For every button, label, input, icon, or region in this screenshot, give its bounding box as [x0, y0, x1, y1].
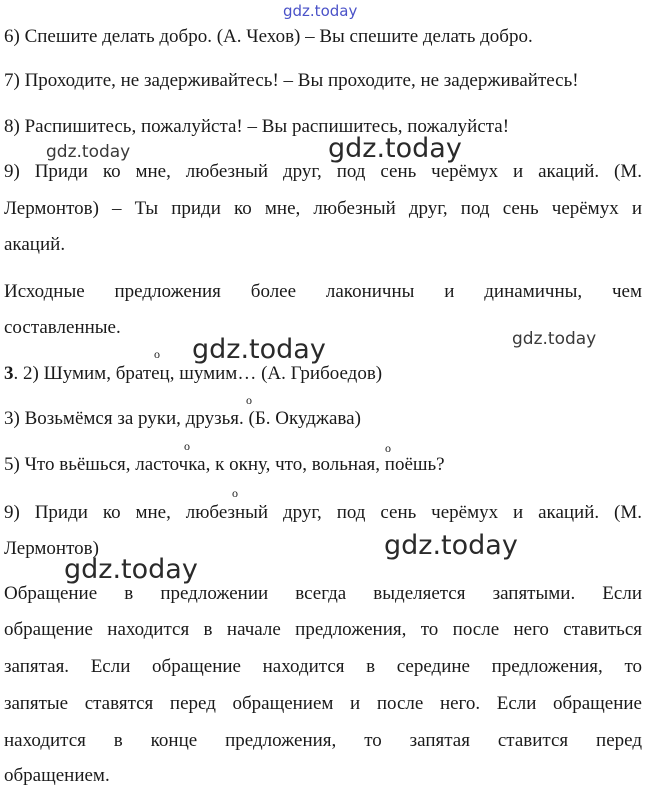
watermark-large-lower-right: gdz.today	[384, 530, 518, 561]
text-line-example-9-part1: 9) Приди ко мне, любезный друг, под сень черёмух и акаций. (М.	[4, 161, 642, 182]
text-line-conclusion-part2: составленные.	[4, 317, 121, 338]
text-line-rule-part6: обращением.	[4, 765, 110, 786]
watermark-top: gdz.today	[283, 2, 358, 20]
accent-mark: o	[385, 441, 391, 455]
text-line-example-8: 8) Распишитесь, пожалуйста! – Вы распишитесь, пожалуйста!	[4, 116, 510, 137]
accent-mark: o	[154, 347, 160, 361]
accent-mark: o	[232, 486, 238, 500]
text-line-example-9-part2: Лермонтов) – Ты приди ко мне, любезный друг, под сень черёмух и	[4, 198, 642, 219]
text-line-rule-part2: обращение находится в начале предложения, то после него ставиться	[4, 619, 642, 640]
text-line-rule-part4: запятые ставятся перед обращением и после него. Если обращение	[4, 693, 642, 714]
accent-mark: o	[246, 393, 252, 407]
task-number: 3	[4, 363, 14, 384]
task3-item2-text: . 2) Шумим, братец, шумим… (А. Грибоедов)	[13, 363, 383, 384]
text-line-example-7: 7) Проходите, не задерживайтесь! – Вы проходите, не задерживайтесь!	[4, 70, 579, 91]
text-line-task3-item2	[4, 362, 642, 386]
watermark-small-left: gdz.today	[46, 142, 131, 162]
accent-mark: o	[184, 439, 190, 453]
text-line-conclusion-part1: Исходные предложения более лаконичны и динамичны, чем	[4, 281, 642, 302]
watermark-large-mid: gdz.today	[192, 334, 326, 365]
text-line-rule-part3: запятая. Если обращение находится в середине предложения, то	[4, 656, 642, 677]
text-line-task3-item9-part1: 9) Приди ко мне, любезный друг, под сень черёмух и акаций. (М.	[4, 502, 642, 523]
text-line-task3-item9-part2: Лермонтов)	[4, 538, 99, 559]
text-line-rule-part5: находится в конце предложения, то запятая ставится перед	[4, 730, 642, 751]
text-line-task3-item3: 3) Возьмёмся за руки, друзья. (Б. Окуджава)	[4, 408, 361, 429]
text-line-example-9-part3: акаций.	[4, 234, 66, 255]
text-line-task3-item5: 5) Что вьёшься, ласточка, к окну, что, вольная, поёшь?	[4, 454, 445, 475]
watermark-large-lower-left: gdz.today	[64, 554, 198, 585]
watermark-small-right: gdz.today	[512, 329, 597, 349]
watermark-large-center: gdz.today	[328, 133, 462, 164]
text-line-rule-part1: Обращение в предложении всегда выделяется запятыми. Если	[4, 583, 642, 604]
text-line-example-6: 6) Спешите делать добро. (А. Чехов) – Вы спешите делать добро.	[4, 26, 533, 47]
